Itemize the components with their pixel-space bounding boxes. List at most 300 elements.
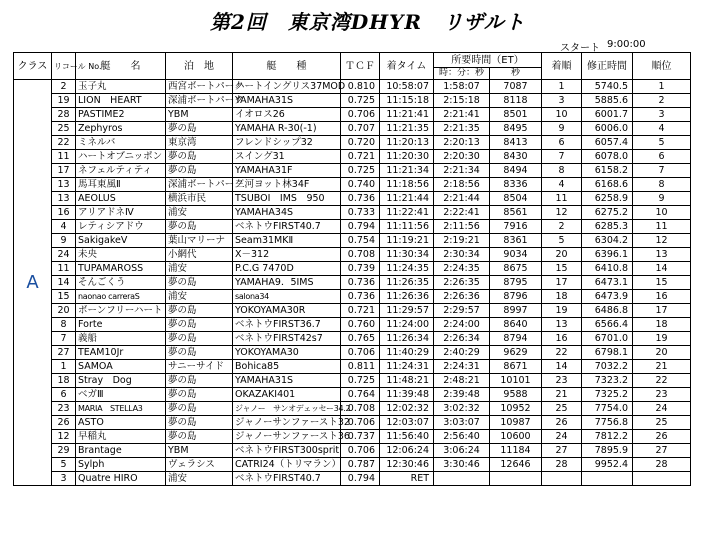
cell-finish-time: 11:40:29 [380, 346, 434, 360]
cell-rank: 6 [633, 150, 691, 164]
cell-elapsed-seconds: 8501 [490, 108, 542, 122]
header-boat-type: 艇 種 [233, 53, 341, 80]
cell-finish-time: 11:30:34 [380, 248, 434, 262]
cell-finish-order: 21 [542, 388, 582, 402]
cell-elapsed-seconds: 8504 [490, 192, 542, 206]
cell-boat-type: YAMAHA31F [233, 164, 341, 178]
cell-recall-no: 3 [52, 472, 76, 486]
cell-finish-time: 12:03:07 [380, 416, 434, 430]
cell-harbor: 夢の島 [166, 164, 233, 178]
cell-corrected-time: 6486.8 [582, 304, 633, 318]
table-row [14, 374, 691, 388]
cell-rank: 16 [633, 290, 691, 304]
cell-elapsed-seconds: 12646 [490, 458, 542, 472]
cell-corrected-time: 7323.2 [582, 374, 633, 388]
cell-harbor: 横浜市民 [166, 192, 233, 206]
cell-harbor: 葉山マリーナ [166, 234, 233, 248]
cell-corrected-time: 6701.0 [582, 332, 633, 346]
cell-boat-name: ミネルバ [76, 136, 166, 150]
cell-boat-type: YAMAHA34S [233, 206, 341, 220]
cell-tcf: 0.760 [341, 318, 380, 332]
cell-boat-name: Forte [76, 318, 166, 332]
cell-finish-order: 8 [542, 164, 582, 178]
cell-tcf: 0.765 [341, 332, 380, 346]
cell-tcf: 0.764 [341, 388, 380, 402]
cell-rank: 20 [633, 346, 691, 360]
cell-boat-type: YAMAHA9．5IMS [233, 276, 341, 290]
header-finish-time: 着タイム [380, 53, 434, 80]
cell-elapsed-seconds: 8795 [490, 276, 542, 290]
cell-elapsed-seconds: 10600 [490, 430, 542, 444]
cell-finish-time: 11:26:35 [380, 276, 434, 290]
cell-elapsed-hms: 2:26:36 [434, 290, 490, 304]
cell-finish-order: 12 [542, 206, 582, 220]
cell-corrected-time: 7895.9 [582, 444, 633, 458]
cell-elapsed-hms: 2:24:00 [434, 318, 490, 332]
cell-harbor: 西宮ボートパーク [166, 80, 233, 94]
cell-harbor: 夢の島 [166, 332, 233, 346]
cell-rank: 9 [633, 192, 691, 206]
cell-harbor: 夢の島 [166, 374, 233, 388]
cell-finish-order: 11 [542, 192, 582, 206]
table-row [14, 402, 691, 416]
cell-boat-name: Stray Dog [76, 374, 166, 388]
cell-boat-name: ベガⅢ [76, 388, 166, 402]
cell-harbor: YBM [166, 444, 233, 458]
cell-boat-name: Sylph [76, 458, 166, 472]
cell-finish-time: 11:48:21 [380, 374, 434, 388]
cell-finish-order: 16 [542, 332, 582, 346]
cell-elapsed-hms: 2:11:56 [434, 220, 490, 234]
cell-corrected-time: 6473.9 [582, 290, 633, 304]
table-row [14, 416, 691, 430]
cell-finish-time: RET [380, 472, 434, 486]
cell-boat-type: ベネトウFIRST42s7 [233, 332, 341, 346]
cell-elapsed-seconds: 9588 [490, 388, 542, 402]
cell-elapsed-seconds: 8794 [490, 332, 542, 346]
cell-harbor: 深浦ボートパーク [166, 94, 233, 108]
cell-tcf: 0.811 [341, 360, 380, 374]
cell-tcf: 0.706 [341, 444, 380, 458]
cell-boat-type: YOKOYAMA30R [233, 304, 341, 318]
cell-recall-no: 13 [52, 192, 76, 206]
cell-rank: 1 [633, 80, 691, 94]
cell-finish-order: 23 [542, 374, 582, 388]
cell-tcf: 0.794 [341, 472, 380, 486]
cell-boat-type: YAMAHA31S [233, 374, 341, 388]
cell-boat-type: YOKOYAMA30 [233, 346, 341, 360]
cell-finish-order: 10 [542, 108, 582, 122]
cell-harbor: 深浦ボートパーク [166, 178, 233, 192]
cell-finish-order: 24 [542, 430, 582, 444]
table-row [14, 122, 691, 136]
cell-tcf: 0.706 [341, 346, 380, 360]
cell-rank: 23 [633, 388, 691, 402]
cell-corrected-time: 7756.8 [582, 416, 633, 430]
cell-harbor: 小網代 [166, 248, 233, 262]
cell-recall-no: 14 [52, 276, 76, 290]
cell-corrected-time: 6304.2 [582, 234, 633, 248]
cell-rank: 2 [633, 94, 691, 108]
cell-recall-no: 9 [52, 234, 76, 248]
cell-boat-type: OKAZAKI401 [233, 388, 341, 402]
cell-boat-type: P.C.G 7470D [233, 262, 341, 276]
cell-recall-no: 15 [52, 290, 76, 304]
cell-finish-time: 11:15:18 [380, 94, 434, 108]
cell-elapsed-seconds: 10987 [490, 416, 542, 430]
cell-corrected-time: 6168.6 [582, 178, 633, 192]
cell-tcf: 0.737 [341, 430, 380, 444]
cell-tcf: 0.725 [341, 374, 380, 388]
cell-elapsed-hms: 2:15:18 [434, 94, 490, 108]
cell-finish-order: 20 [542, 248, 582, 262]
cell-recall-no: 1 [52, 360, 76, 374]
cell-boat-name: 早稲丸 [76, 430, 166, 444]
cell-finish-time: 11:21:41 [380, 108, 434, 122]
table-row [14, 220, 691, 234]
cell-finish-order: 19 [542, 304, 582, 318]
cell-finish-time: 11:26:34 [380, 332, 434, 346]
cell-elapsed-hms [434, 472, 490, 486]
table-row [14, 80, 691, 94]
cell-tcf: 0.721 [341, 150, 380, 164]
table-row [14, 304, 691, 318]
cell-elapsed-hms: 2:20:30 [434, 150, 490, 164]
cell-finish-time: 11:29:57 [380, 304, 434, 318]
cell-tcf: 0.707 [341, 122, 380, 136]
cell-finish-time: 12:02:32 [380, 402, 434, 416]
cell-corrected-time: 6566.4 [582, 318, 633, 332]
table-row [14, 136, 691, 150]
cell-harbor: 夢の島 [166, 304, 233, 318]
cell-boat-type: ジャノー サンオデェッセー34.2 [233, 402, 341, 416]
cell-elapsed-hms: 2:26:35 [434, 276, 490, 290]
cell-elapsed-seconds: 10101 [490, 374, 542, 388]
cell-rank: 12 [633, 234, 691, 248]
cell-elapsed-hms: 2:21:41 [434, 108, 490, 122]
cell-boat-type: スイング31 [233, 150, 341, 164]
cell-harbor: 夢の島 [166, 402, 233, 416]
table-row [14, 444, 691, 458]
cell-rank: 14 [633, 262, 691, 276]
cell-finish-order: 15 [542, 262, 582, 276]
page-title: 第2回 東京湾DHYR リザルト [210, 10, 526, 34]
cell-elapsed-hms: 2:18:56 [434, 178, 490, 192]
cell-tcf: 0.721 [341, 304, 380, 318]
cell-corrected-time: 7032.2 [582, 360, 633, 374]
cell-boat-name: MARIA STELLA3 [76, 402, 166, 416]
cell-tcf: 0.810 [341, 80, 380, 94]
table-row [14, 290, 691, 304]
cell-recall-no: 28 [52, 108, 76, 122]
cell-corrected-time: 7812.2 [582, 430, 633, 444]
cell-finish-order: 1 [542, 80, 582, 94]
cell-rank: 19 [633, 332, 691, 346]
cell-elapsed-hms: 2:48:21 [434, 374, 490, 388]
cell-recall-no: 24 [52, 248, 76, 262]
cell-finish-time: 11:20:30 [380, 150, 434, 164]
cell-elapsed-hms: 2:21:34 [434, 164, 490, 178]
cell-corrected-time: 5885.6 [582, 94, 633, 108]
cell-finish-time: 11:24:00 [380, 318, 434, 332]
start-time: 9:00:00 [607, 39, 646, 50]
cell-elapsed-seconds: 8413 [490, 136, 542, 150]
table-row [14, 332, 691, 346]
cell-harbor: 浦安 [166, 472, 233, 486]
cell-corrected-time: 6396.1 [582, 248, 633, 262]
cell-elapsed-seconds: 8640 [490, 318, 542, 332]
cell-elapsed-hms: 2:29:57 [434, 304, 490, 318]
table-row [14, 192, 691, 206]
cell-finish-time: 11:24:31 [380, 360, 434, 374]
cell-tcf: 0.733 [341, 206, 380, 220]
cell-finish-order: 2 [542, 220, 582, 234]
cell-elapsed-hms: 3:06:24 [434, 444, 490, 458]
results-table [13, 52, 691, 486]
header-tcf: ＴＣＦ [341, 53, 380, 80]
cell-harbor: 浦安 [166, 262, 233, 276]
cell-boat-type: ベネトウFIRST300sprit [233, 444, 341, 458]
cell-boat-name: 玉子丸 [76, 80, 166, 94]
cell-tcf: 0.736 [341, 192, 380, 206]
cell-boat-type: ジャノーサンファースト32 [233, 416, 341, 430]
cell-boat-type: TSUBOI IMS 950 [233, 192, 341, 206]
cell-corrected-time: 7325.2 [582, 388, 633, 402]
table-row [14, 472, 691, 486]
cell-finish-time: 11:21:44 [380, 192, 434, 206]
cell-boat-type: 三河ヨット林34F [233, 178, 341, 192]
cell-boat-type: CATRI24（トリマラン） [233, 458, 341, 472]
table-row [14, 276, 691, 290]
cell-finish-order: 7 [542, 150, 582, 164]
cell-recall-no: 4 [52, 220, 76, 234]
cell-elapsed-seconds: 8561 [490, 206, 542, 220]
cell-harbor: ヴェラシス [166, 458, 233, 472]
cell-finish-time: 11:19:21 [380, 234, 434, 248]
cell-harbor: 夢の島 [166, 416, 233, 430]
header-boat-name: 艇 名 [76, 53, 166, 80]
cell-boat-name: LION HEART [76, 94, 166, 108]
cell-finish-order: 13 [542, 318, 582, 332]
cell-boat-type: X－312 [233, 248, 341, 262]
cell-tcf: 0.725 [341, 94, 380, 108]
header-elapsed-time: 所要時間（ET） [434, 53, 542, 68]
cell-elapsed-seconds: 9629 [490, 346, 542, 360]
cell-boat-type: イオロス26 [233, 108, 341, 122]
cell-elapsed-hms: 2:56:40 [434, 430, 490, 444]
cell-elapsed-seconds: 11184 [490, 444, 542, 458]
cell-corrected-time: 5740.5 [582, 80, 633, 94]
cell-tcf: 0.754 [341, 234, 380, 248]
cell-harbor: 浦安 [166, 206, 233, 220]
cell-tcf: 0.794 [341, 220, 380, 234]
cell-corrected-time: 6275.2 [582, 206, 633, 220]
cell-finish-order [542, 472, 582, 486]
cell-finish-time: 11:24:35 [380, 262, 434, 276]
cell-elapsed-seconds: 8494 [490, 164, 542, 178]
cell-rank: 21 [633, 360, 691, 374]
cell-boat-name: ハートオブニッポン [76, 150, 166, 164]
cell-finish-order: 6 [542, 136, 582, 150]
cell-boat-name: Zephyros [76, 122, 166, 136]
cell-boat-name: Quatre HIRO [76, 472, 166, 486]
cell-boat-type: salona34 [233, 290, 341, 304]
cell-recall-no: 17 [52, 164, 76, 178]
cell-rank: 18 [633, 318, 691, 332]
cell-harbor: 夢の島 [166, 346, 233, 360]
cell-recall-no: 16 [52, 206, 76, 220]
cell-recall-no: 19 [52, 94, 76, 108]
table-row [14, 150, 691, 164]
cell-rank: 4 [633, 122, 691, 136]
cell-boat-type: ベネトウFIRST40.7 [233, 472, 341, 486]
cell-rank: 3 [633, 108, 691, 122]
cell-finish-time: 11:20:13 [380, 136, 434, 150]
cell-rank: 5 [633, 136, 691, 150]
cell-tcf: 0.740 [341, 178, 380, 192]
cell-finish-order: 3 [542, 94, 582, 108]
table-row [14, 234, 691, 248]
cell-elapsed-seconds: 7916 [490, 220, 542, 234]
cell-elapsed-hms: 1:58:07 [434, 80, 490, 94]
cell-harbor: 夢の島 [166, 388, 233, 402]
cell-elapsed-seconds: 8796 [490, 290, 542, 304]
table-row [14, 346, 691, 360]
cell-recall-no: 27 [52, 346, 76, 360]
cell-rank: 11 [633, 220, 691, 234]
cell-rank: 28 [633, 458, 691, 472]
cell-recall-no: 13 [52, 178, 76, 192]
cell-elapsed-hms: 2:26:34 [434, 332, 490, 346]
cell-boat-name: 馬耳東風Ⅱ [76, 178, 166, 192]
cell-recall-no: 8 [52, 318, 76, 332]
cell-elapsed-seconds: 8675 [490, 262, 542, 276]
table-row [14, 360, 691, 374]
cell-finish-order: 17 [542, 276, 582, 290]
cell-recall-no: 11 [52, 262, 76, 276]
start-label: スタート [560, 43, 600, 54]
cell-corrected-time [582, 472, 633, 486]
cell-elapsed-hms: 2:24:31 [434, 360, 490, 374]
cell-boat-name: アリアドネⅣ [76, 206, 166, 220]
cell-corrected-time: 6473.1 [582, 276, 633, 290]
cell-rank: 13 [633, 248, 691, 262]
cell-recall-no: 12 [52, 430, 76, 444]
cell-corrected-time: 9952.4 [582, 458, 633, 472]
cell-boat-name: PASTIME2 [76, 108, 166, 122]
cell-boat-type: Seam31MKⅡ [233, 234, 341, 248]
cell-harbor: 夢の島 [166, 220, 233, 234]
cell-finish-order: 9 [542, 122, 582, 136]
cell-elapsed-hms: 2:40:29 [434, 346, 490, 360]
cell-corrected-time: 6057.4 [582, 136, 633, 150]
cell-recall-no: 23 [52, 402, 76, 416]
cell-elapsed-hms: 2:24:35 [434, 262, 490, 276]
cell-rank: 22 [633, 374, 691, 388]
cell-boat-name: naonao carreraS [76, 290, 166, 304]
cell-recall-no: 5 [52, 458, 76, 472]
table-row [14, 164, 691, 178]
cell-elapsed-hms: 3:03:07 [434, 416, 490, 430]
cell-finish-time: 11:21:35 [380, 122, 434, 136]
cell-boat-name: 義船 [76, 332, 166, 346]
table-row [14, 94, 691, 108]
cell-rank: 24 [633, 402, 691, 416]
cell-rank: 15 [633, 276, 691, 290]
cell-boat-type: ハートイングリス37MOD [233, 80, 341, 94]
cell-finish-time: 12:30:46 [380, 458, 434, 472]
cell-elapsed-hms: 2:21:44 [434, 192, 490, 206]
cell-tcf: 0.706 [341, 416, 380, 430]
header-recall-no: リコール No. [52, 53, 76, 80]
cell-elapsed-hms: 2:30:34 [434, 248, 490, 262]
cell-boat-name: 未央 [76, 248, 166, 262]
cell-corrected-time: 6285.3 [582, 220, 633, 234]
cell-finish-order: 27 [542, 444, 582, 458]
cell-elapsed-seconds [490, 472, 542, 486]
cell-boat-type: ベネトウFIRST40.7 [233, 220, 341, 234]
table-row [14, 248, 691, 262]
class-cell: A [14, 80, 52, 486]
cell-elapsed-seconds: 8361 [490, 234, 542, 248]
cell-recall-no: 29 [52, 444, 76, 458]
cell-boat-type: YAMAHA R-30(-1) [233, 122, 341, 136]
cell-recall-no: 6 [52, 388, 76, 402]
cell-boat-name: ボーンフリーハート [76, 304, 166, 318]
cell-recall-no: 11 [52, 150, 76, 164]
table-row [14, 430, 691, 444]
cell-boat-name: Brantage [76, 444, 166, 458]
cell-boat-name: TEAM10Jr [76, 346, 166, 360]
cell-tcf: 0.725 [341, 164, 380, 178]
header-elapsed-seconds: 秒 [490, 68, 542, 80]
cell-tcf: 0.787 [341, 458, 380, 472]
cell-tcf: 0.706 [341, 108, 380, 122]
cell-boat-type: ベネトウFIRST36.7 [233, 318, 341, 332]
cell-boat-type: YAMAHA31S [233, 94, 341, 108]
cell-boat-name: SAMOA [76, 360, 166, 374]
cell-finish-time: 11:21:34 [380, 164, 434, 178]
cell-recall-no: 18 [52, 374, 76, 388]
cell-tcf: 0.708 [341, 248, 380, 262]
cell-finish-order: 26 [542, 416, 582, 430]
cell-elapsed-seconds: 8430 [490, 150, 542, 164]
cell-elapsed-hms: 2:19:21 [434, 234, 490, 248]
cell-elapsed-seconds: 8336 [490, 178, 542, 192]
table-row [14, 178, 691, 192]
cell-corrected-time: 6006.0 [582, 122, 633, 136]
cell-elapsed-hms: 2:21:35 [434, 122, 490, 136]
cell-corrected-time: 7754.0 [582, 402, 633, 416]
cell-finish-time: 12:06:24 [380, 444, 434, 458]
cell-rank: 26 [633, 430, 691, 444]
cell-rank: 17 [633, 304, 691, 318]
cell-recall-no: 7 [52, 332, 76, 346]
table-row [14, 458, 691, 472]
cell-elapsed-hms: 2:39:48 [434, 388, 490, 402]
cell-harbor: 浦安 [166, 290, 233, 304]
cell-rank: 27 [633, 444, 691, 458]
cell-recall-no: 2 [52, 80, 76, 94]
cell-rank: 25 [633, 416, 691, 430]
cell-elapsed-seconds: 8671 [490, 360, 542, 374]
cell-finish-time: 11:39:48 [380, 388, 434, 402]
cell-elapsed-hms: 3:02:32 [434, 402, 490, 416]
cell-finish-order: 4 [542, 178, 582, 192]
cell-finish-time: 11:18:56 [380, 178, 434, 192]
cell-harbor: 夢の島 [166, 150, 233, 164]
cell-corrected-time: 6258.9 [582, 192, 633, 206]
